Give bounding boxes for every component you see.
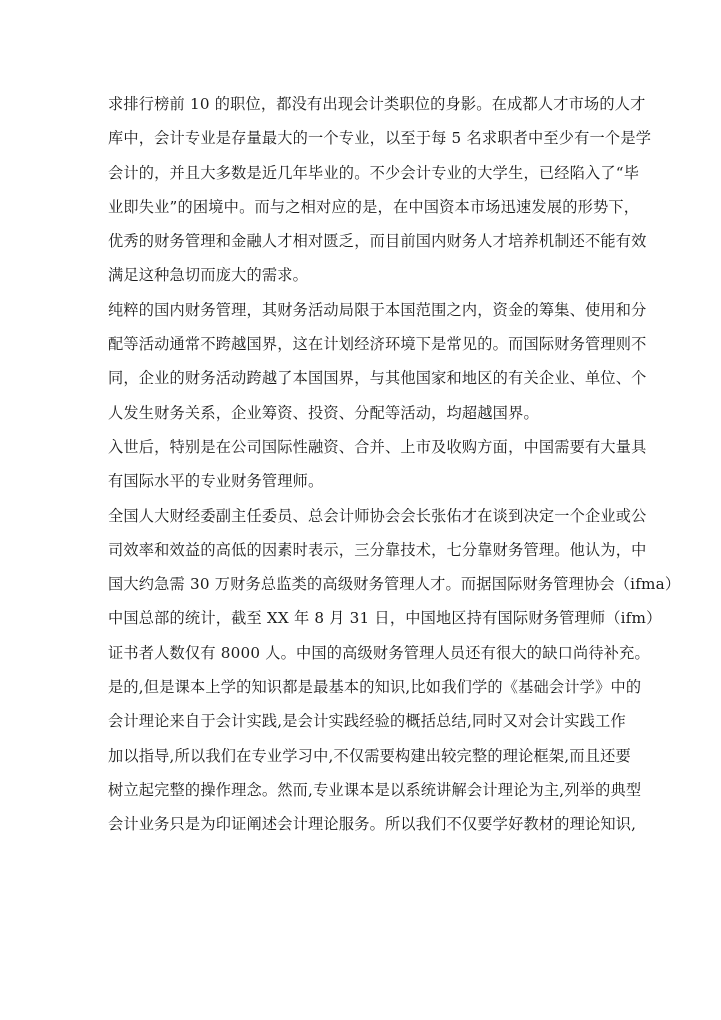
text-line: 入世后，特别是在公司国际性融资、合并、上市及收购方面，中国需要有大量具 bbox=[108, 437, 647, 456]
text-line: 是的,但是课本上学的知识都是最基本的知识,比如我们学的《基础会计学》中的 bbox=[108, 678, 642, 697]
text-line: 国大约急需 30 万财务总监类的高级财务管理人才。而据国际财务管理协会（ifma） bbox=[108, 575, 681, 594]
text-line: 同，企业的财务活动跨越了本国国界，与其他国家和地区的有关企业、单位、个 bbox=[108, 369, 647, 388]
text-line: 树立起完整的操作理念。然而,专业课本是以系统讲解会计理论为主,列举的典型 bbox=[108, 780, 642, 799]
text-line: 优秀的财务管理和金融人才相对匮乏，而目前国内财务人才培养机制还不能有效 bbox=[108, 232, 647, 251]
text-line: 库中，会计专业是存量最大的一个专业，以至于每 5 名求职者中至少有一个是学 bbox=[108, 129, 652, 148]
body-text bbox=[108, 87, 681, 842]
text-line: 加以指导,所以我们在专业学习中,不仅需要构建出较完整的理论框架,而且还要 bbox=[108, 746, 631, 765]
text-line: 有国际水平的专业财务管理师。 bbox=[108, 472, 324, 491]
text-line: 证书者人数仅有 8000 人。中国的高级财务管理人员还有很大的缺口尚待补充。 bbox=[108, 643, 650, 662]
text-line: 业即失业”的困境中。而与之相对应的是，在中国资本市场迅速发展的形势下， bbox=[108, 197, 640, 216]
text-line: 会计业务只是为印证阐述会计理论服务。所以我们不仅要学好教材的理论知识, bbox=[108, 815, 637, 834]
text-line: 求排行榜前 10 的职位，都没有出现会计类职位的身影。在成都人才市场的人才 bbox=[108, 95, 646, 113]
text-line: 人发生财务关系，企业筹资、投资、分配等活动，均超越国界。 bbox=[108, 403, 539, 422]
text-line: 会计的，并且大多数是近几年毕业的。不少会计专业的大学生，已经陷入了“毕 bbox=[108, 163, 640, 182]
text-line: 全国人大财经委副主任委员、总会计师协会会长张佑才在谈到决定一个企业或公 bbox=[108, 506, 647, 525]
text-line: 会计理论来自于会计实践,是会计实践经验的概括总结,同时又对会计实践工作 bbox=[108, 712, 626, 731]
text-line: 司效率和效益的高低的因素时表示，三分靠技术，七分靠财务管理。他认为，中 bbox=[108, 540, 647, 559]
text-line: 配等活动通常不跨越国界，这在计划经济环境下是常见的。而国际财务管理则不 bbox=[108, 335, 647, 354]
text-line: 中国总部的统计，截至 XX 年 8 月 31 日，中国地区持有国际财务管理师（ifm） bbox=[108, 609, 662, 628]
text-line: 满足这种急切而庞大的需求。 bbox=[108, 266, 309, 285]
text-line: 纯粹的国内财务管理，其财务活动局限于本国范围之内，资金的筹集、使用和分 bbox=[108, 300, 647, 319]
